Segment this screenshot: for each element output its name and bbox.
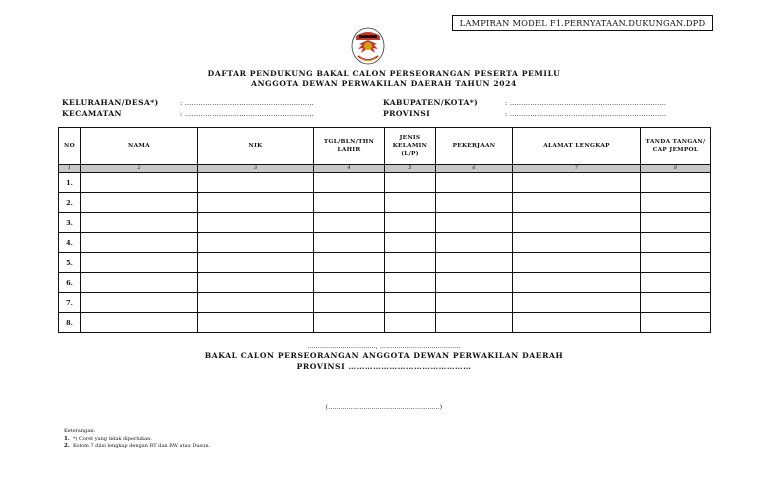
table-cell[interactable]	[81, 213, 198, 233]
table-cell[interactable]	[641, 253, 711, 273]
header-nama: NAMA	[81, 128, 198, 165]
row-number: 6.	[59, 273, 81, 293]
col-number: 8	[641, 165, 711, 173]
table-cell[interactable]	[513, 233, 641, 253]
table-cell[interactable]	[436, 253, 513, 273]
table-cell[interactable]	[198, 213, 314, 233]
provinsi-label: PROVINSI	[383, 109, 431, 118]
table-cell[interactable]	[436, 193, 513, 213]
table-cell[interactable]	[513, 313, 641, 333]
table-cell[interactable]	[198, 273, 314, 293]
table-cell[interactable]	[314, 173, 385, 193]
col-number: 1	[59, 165, 81, 173]
row-number: 2.	[59, 193, 81, 213]
table-cell[interactable]	[81, 313, 198, 333]
col-number: 3	[198, 165, 314, 173]
row-number: 4.	[59, 233, 81, 253]
col-number: 6	[436, 165, 513, 173]
table-cell[interactable]	[436, 213, 513, 233]
table-header-row	[59, 128, 711, 165]
document-subtitle: ANGGOTA DEWAN PERWAKILAN DAERAH TAHUN 2024	[251, 79, 517, 88]
col-number: 2	[81, 165, 198, 173]
table-cell[interactable]	[436, 273, 513, 293]
note-number: 2.	[64, 443, 70, 449]
table-cell[interactable]	[513, 173, 641, 193]
table-cell[interactable]	[436, 233, 513, 253]
table-cell[interactable]	[513, 273, 641, 293]
table-cell[interactable]	[198, 233, 314, 253]
note-item	[64, 443, 210, 449]
table-row	[59, 233, 711, 253]
kecamatan-label: KECAMATAN	[62, 109, 122, 118]
header-no: NO	[59, 128, 81, 165]
table-cell[interactable]	[314, 313, 385, 333]
table-cell[interactable]	[81, 273, 198, 293]
kelurahan-field: : …………………………………………………	[180, 99, 315, 107]
kabupaten-label: KABUPATEN/KOTA*)	[383, 98, 479, 107]
table-row	[59, 273, 711, 293]
table-cell[interactable]	[385, 213, 436, 233]
table-cell[interactable]	[385, 173, 436, 193]
header-pekerjaan: PEKERJAAN	[436, 128, 513, 165]
table-cell[interactable]	[314, 213, 385, 233]
table-cell[interactable]	[436, 173, 513, 193]
table-cell[interactable]	[513, 193, 641, 213]
table-cell[interactable]	[198, 293, 314, 313]
table-cell[interactable]	[314, 233, 385, 253]
table-cell[interactable]	[641, 213, 711, 233]
column-number-row	[59, 165, 711, 173]
header-tanda-tangan: TANDA TANGAN/ CAP JEMPOL	[641, 128, 711, 165]
note-text: *) Coret yang tidak diperlukan.	[72, 436, 152, 442]
table-cell[interactable]	[314, 293, 385, 313]
table-row	[59, 253, 711, 273]
table-cell[interactable]	[198, 193, 314, 213]
table-row	[59, 313, 711, 333]
table-cell[interactable]	[641, 273, 711, 293]
table-cell[interactable]	[641, 173, 711, 193]
table-cell[interactable]	[81, 173, 198, 193]
header-jenis-kelamin: JENIS KELAMIN (L/P)	[385, 128, 436, 165]
table-cell[interactable]	[198, 253, 314, 273]
signature-province: PROVINSI ………………………………………	[296, 362, 472, 371]
signature-name-placeholder: (………………………………………………)	[325, 404, 443, 411]
table-cell[interactable]	[436, 293, 513, 313]
table-row	[59, 293, 711, 313]
kelurahan-label: KELURAHAN/DESA*)	[62, 98, 159, 107]
table-cell[interactable]	[385, 293, 436, 313]
table-cell[interactable]	[641, 313, 711, 333]
row-number: 7.	[59, 293, 81, 313]
col-number: 4	[314, 165, 385, 173]
col-number: 5	[385, 165, 436, 173]
table-cell[interactable]	[436, 313, 513, 333]
table-cell[interactable]	[513, 293, 641, 313]
lampiran-label: LAMPIRAN MODEL F1.PERNYATAAN.DUKUNGAN.DPD	[452, 15, 713, 31]
table-cell[interactable]	[314, 273, 385, 293]
kpu-logo-icon	[350, 26, 386, 66]
table-row	[59, 193, 711, 213]
table-cell[interactable]	[641, 293, 711, 313]
table-cell[interactable]	[314, 253, 385, 273]
row-number: 1.	[59, 173, 81, 193]
table-cell[interactable]	[81, 233, 198, 253]
note-text: Kolom 7 diisi lengkap dengan RT dan RW atau Dusun.	[72, 443, 211, 449]
table-cell[interactable]	[314, 193, 385, 213]
row-number: 8.	[59, 313, 81, 333]
col-number: 7	[513, 165, 641, 173]
supporter-table	[58, 127, 711, 333]
table-cell[interactable]	[641, 233, 711, 253]
table-cell[interactable]	[385, 233, 436, 253]
table-cell[interactable]	[81, 193, 198, 213]
table-cell[interactable]	[641, 193, 711, 213]
provinsi-field: : ……………………………………………………………	[505, 110, 667, 118]
note-item	[64, 436, 152, 442]
notes-heading: Keterangan:	[64, 428, 96, 434]
header-tgl-lahir: TGL/BLN/THN LAHIR	[314, 128, 385, 165]
document-title: DAFTAR PENDUKUNG BAKAL CALON PERSEORANGAN PESERTA PEMILU	[207, 69, 561, 78]
note-number: 1.	[64, 436, 70, 442]
place-date-line: ……………………………, …………………………………	[307, 343, 461, 350]
table-cell[interactable]	[513, 253, 641, 273]
table-cell[interactable]	[385, 313, 436, 333]
row-number: 5.	[59, 253, 81, 273]
table-cell[interactable]	[385, 273, 436, 293]
table-row	[59, 213, 711, 233]
table-cell[interactable]	[513, 213, 641, 233]
table-cell[interactable]	[81, 293, 198, 313]
row-number: 3.	[59, 213, 81, 233]
table-cell[interactable]	[385, 193, 436, 213]
table-row	[59, 173, 711, 193]
table-cell[interactable]	[198, 173, 314, 193]
signature-title: BAKAL CALON PERSEORANGAN ANGGOTA DEWAN PERWAKILAN DAERAH	[204, 351, 564, 360]
kabupaten-field: : ……………………………………………………………	[505, 99, 667, 107]
table-cell[interactable]	[385, 253, 436, 273]
kecamatan-field: : …………………………………………………	[180, 110, 315, 118]
header-alamat: ALAMAT LENGKAP	[513, 128, 641, 165]
table-cell[interactable]	[198, 313, 314, 333]
header-nik: NIK	[198, 128, 314, 165]
table-cell[interactable]	[81, 253, 198, 273]
